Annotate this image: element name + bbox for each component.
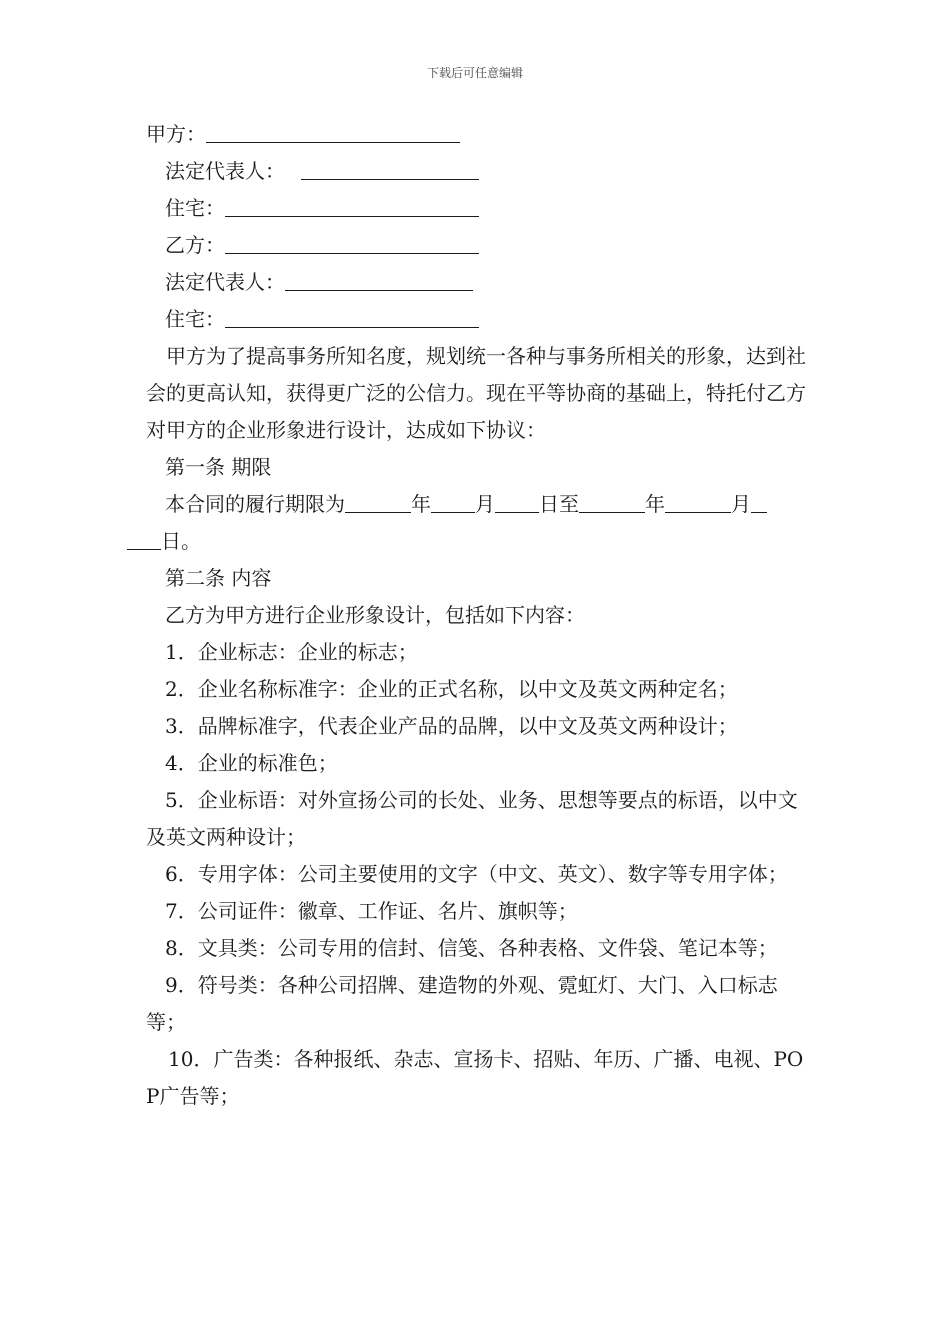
article2-lead: 乙方为甲方进行企业形象设计，包括如下内容： [165, 603, 585, 627]
list-item: 8．文具类：公司专用的信封、信笺、各种表格、文件袋、笔记本等； [165, 936, 778, 960]
addr-b-label: 住宅： [165, 307, 225, 331]
party-a-label: 甲方： [146, 122, 206, 146]
article1-term: 本合同的履行期限为 年 月 日至 年 月 日。 [146, 486, 812, 560]
addr-b-blank [225, 305, 479, 328]
party-b-label: 乙方： [165, 233, 225, 257]
contract-body [146, 116, 812, 1115]
party-a-blank [206, 120, 460, 143]
list-item: 5．企业标语：对外宣扬公司的长处、业务、思想等要点的标语，以中文及英文两种设计； [146, 788, 798, 849]
addr-a-line [146, 190, 812, 227]
party-a-line [146, 116, 812, 153]
addr-b-line [146, 301, 812, 338]
rep-a-blank [301, 157, 479, 180]
addr-a-label: 住宅： [165, 196, 225, 220]
rep-a-line [146, 153, 812, 190]
article2-title: 第二条 内容 [165, 566, 272, 590]
list-item: 6．专用字体：公司主要使用的文字（中文、英文）、数字等专用字体； [165, 862, 788, 886]
list-item: 3．品牌标准字，代表企业产品的品牌，以中文及英文两种设计； [165, 714, 738, 738]
list-item: 7．公司证件：徽章、工作证、名片、旗帜等； [165, 899, 578, 923]
intro-paragraph: 甲方为了提高事务所知名度，规划统一各种与事务所相关的形象，达到社会的更高认知，获得更广泛的公信力。现在平等协商的基础上，特托付乙方对甲方的企业形象进行设计，达成如下协议： [146, 344, 806, 442]
rep-b-blank [285, 268, 473, 291]
party-b-blank [225, 231, 479, 254]
list-item: 1．企业标志：企业的标志； [165, 640, 418, 664]
addr-a-blank [225, 194, 479, 217]
party-b-line [146, 227, 812, 264]
list-item: 9．符号类：各种公司招牌、建造物的外观、霓虹灯、大门、入口标志等； [146, 973, 778, 1034]
list-item: 10．广告类：各种报纸、杂志、宣扬卡、招贴、年历、广播、电视、POP广告等； [146, 1047, 804, 1108]
rep-a-label: 法定代表人： [165, 159, 285, 183]
rep-b-line [146, 264, 812, 301]
list-item: 2．企业名称标准字：企业的正式名称，以中文及英文两种定名； [165, 677, 738, 701]
list-item: 4．企业的标准色； [165, 751, 338, 775]
article1-title: 第一条 期限 [165, 455, 272, 479]
page-header: 下载后可任意编辑 [426, 66, 523, 80]
rep-b-label: 法定代表人： [165, 270, 285, 294]
